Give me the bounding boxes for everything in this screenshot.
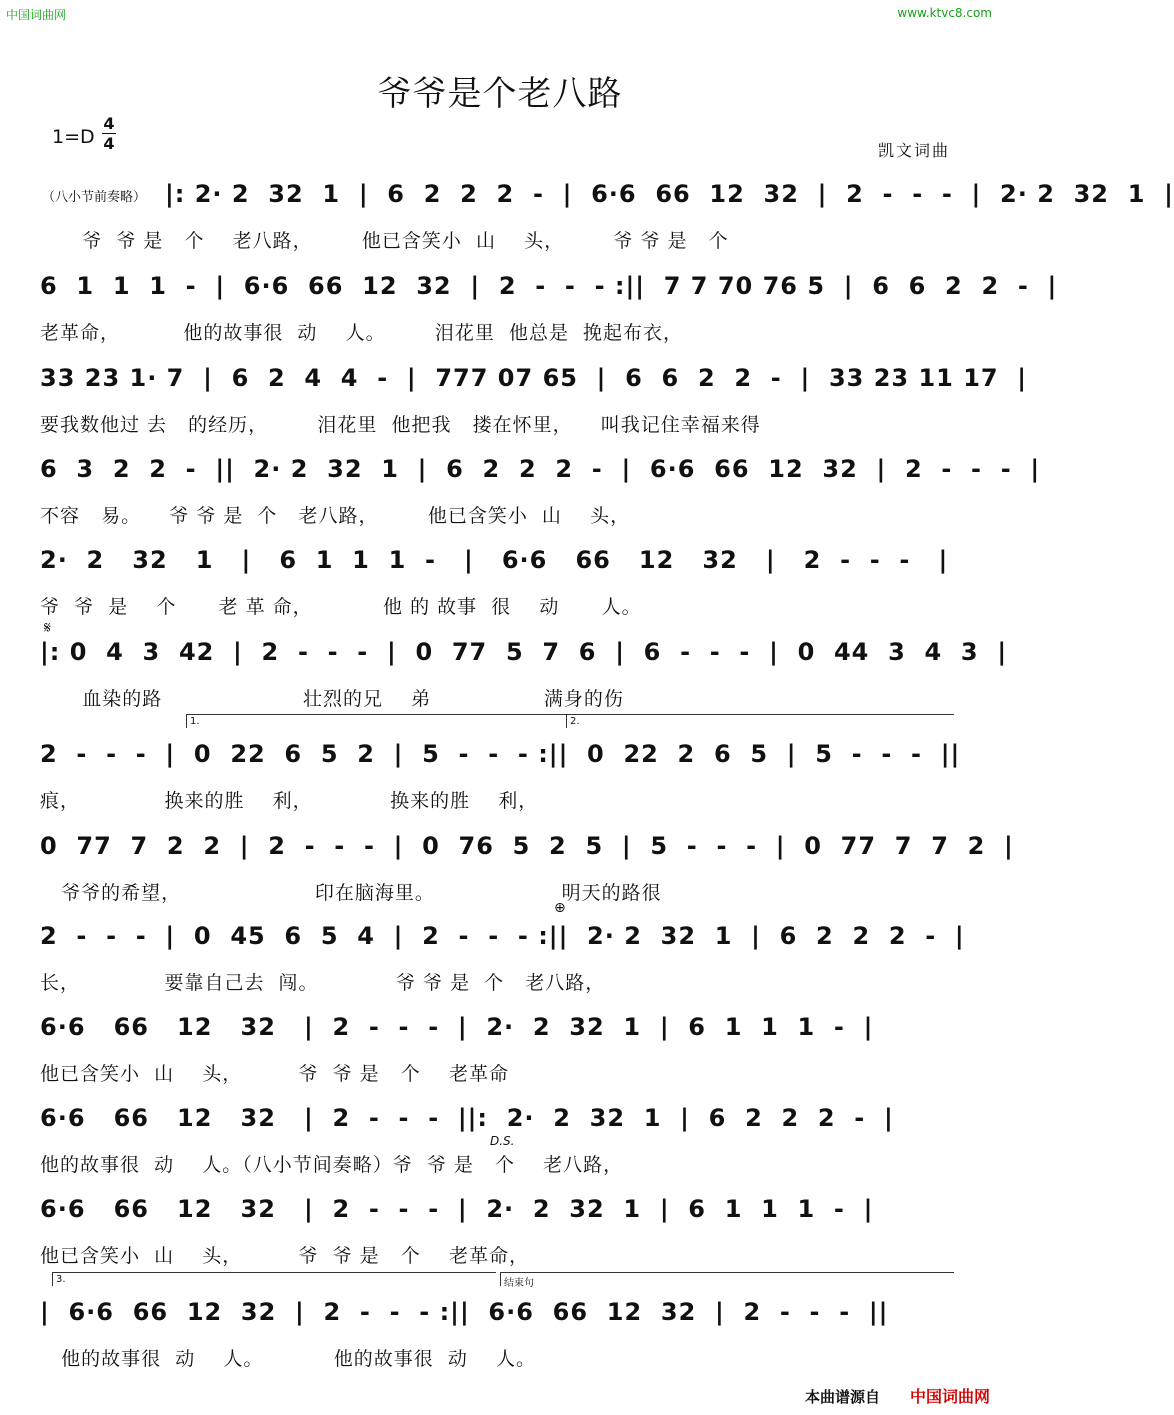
- volta-1: 1.: [186, 714, 566, 728]
- notation-line: 6 1 1 1 - | 6·6 66 12 32 | 2 - - - :|| 7 7 70 76 5 | 6 6 2 2 - |: [40, 272, 1058, 300]
- notation-line: 2 - - - | 0 22 6 5 2 | 5 - - - :|| 0 22 2 6 5 | 5 - - - ||: [40, 740, 961, 768]
- lyrics-line: 要我数他过 去 的经历， 泪花里 他把我 搂在怀里， 叫我记住幸福来得: [40, 414, 761, 436]
- footer-source: 本曲谱源自: [804, 1388, 880, 1406]
- score-row-3: [40, 364, 1028, 456]
- notation-line: |: 2· 2 32 1 | 6 2 2 2 - | 6·6 66 12 32 | 2 - - - | 2· 2 32 1 |: [165, 180, 1174, 208]
- notation-line: | 6·6 66 12 32 | 2 - - - :|| 6·6 66 12 32 | 2 - - - ||: [40, 1298, 889, 1326]
- score-row-1: [40, 180, 1174, 272]
- lyrics-line: 血染的路 壮烈的兄 弟 满身的伤: [40, 688, 624, 710]
- key-signature: 1=D: [52, 126, 95, 148]
- lyrics-line: 他已含笑小 山 头， 爷 爷 是 个 老革命: [40, 1063, 509, 1085]
- ending-phrase: 结束句: [500, 1272, 954, 1286]
- score-row-11: [40, 1104, 960, 1196]
- footer-brand[interactable]: 中国词曲网: [909, 1387, 990, 1406]
- ds-mark: D.S.: [490, 1134, 515, 1148]
- notation-line: 6·6 66 12 32 | 2 - - - | 2· 2 32 1 | 6 1 1 1 - |: [40, 1195, 874, 1223]
- lyrics-line: 不容 易。 爷 爷 是 个 老八路， 他已含笑小 山 头，: [40, 505, 631, 527]
- score-row-8: [40, 832, 1014, 924]
- site-url-right[interactable]: www.ktvc8.com: [897, 6, 992, 20]
- composer-credit: 凯文词曲: [877, 141, 950, 160]
- lyrics-line: 长， 要靠自己去 闯。 爷 爷 是 个 老八路，: [40, 972, 606, 994]
- notation-line: 6·6 66 12 32 | 2 - - - ||: 2· 2 32 1 | 6 2 2 2 - |: [40, 1104, 894, 1132]
- score-row-4: [40, 455, 1041, 547]
- lyrics-line: 老革命， 他的故事很 动 人。 泪花里 他总是 挽起布衣，: [40, 322, 684, 344]
- time-sig-top: 4: [103, 114, 115, 133]
- notation-line: 0 77 7 2 2 | 2 - - - | 0 76 5 2 5 | 5 - - - | 0 77 7 7 2 |: [40, 832, 1014, 860]
- score-row-5: [40, 546, 960, 638]
- lyrics-line: 他的故事很 动 人。 他的故事很 动 人。: [40, 1348, 536, 1370]
- notation-line: 2 - - - | 0 45 6 5 4 | 2 - - - :|| 2· 2 32 1 | 6 2 2 2 - |: [40, 922, 965, 950]
- score-row-2: [40, 272, 1058, 364]
- volta-3: 3.: [52, 1272, 496, 1286]
- volta-2: 2.: [566, 714, 954, 728]
- time-sig-bottom: 4: [103, 134, 115, 153]
- score-row-9: [40, 900, 965, 1014]
- notation-line: |: 0 4 3 42 | 2 - - - | 0 77 5 7 6 | 6 - - - | 0 44 3 4 3 |: [40, 638, 1008, 666]
- lyrics-line: 爷 爷 是 个 老八路， 他已含笑小 山 头， 爷 爷 是 个: [40, 230, 729, 252]
- lyrics-line: 爷爷的希望， 印在脑海里。 明天的路很: [40, 882, 662, 904]
- score-row-7: [40, 716, 961, 832]
- score-row-13: [40, 1274, 960, 1390]
- coda-icon: ⊕: [554, 900, 566, 916]
- song-title: 爷爷是个老八路: [377, 74, 623, 114]
- site-name-left[interactable]: 中国词曲网: [6, 8, 67, 22]
- lyrics-line: 他的故事很 动 人。（八小节间奏略）爷 爷 是 个 老八路，: [40, 1154, 624, 1176]
- lyrics-line: 他已含笑小 山 头， 爷 爷 是 个 老革命，: [40, 1245, 529, 1267]
- lyrics-line: 痕， 换来的胜 利， 换来的胜 利，: [40, 790, 539, 812]
- notation-line: 6·6 66 12 32 | 2 - - - | 2· 2 32 1 | 6 1 1 1 - |: [40, 1013, 874, 1041]
- intro-note: （八小节前奏略）: [42, 190, 147, 205]
- lyrics-line: 爷 爷 是 个 老 革 命， 他 的 故事 很 动 人。: [40, 596, 642, 618]
- time-signature: [102, 114, 116, 153]
- score-row-10: [40, 1013, 960, 1105]
- segno-icon: 𝄋: [44, 618, 51, 637]
- notation-line: 6 3 2 2 - || 2· 2 32 1 | 6 2 2 2 - | 6·6 66 12 32 | 2 - - - |: [40, 455, 1041, 483]
- notation-line: 2· 2 32 1 | 6 1 1 1 - | 6·6 66 12 32 | 2 - - - |: [40, 546, 949, 574]
- notation-line: 33 23 1· 7 | 6 2 4 4 - | 777 07 65 | 6 6 2 2 - | 33 23 11 17 |: [40, 364, 1028, 392]
